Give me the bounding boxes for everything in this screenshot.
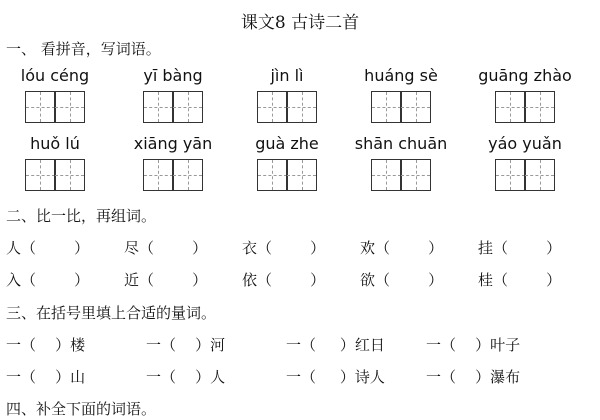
measure-word-item[interactable]: 一（ ）山 (6, 368, 86, 386)
writing-boxes[interactable] (346, 91, 456, 123)
writing-cell[interactable] (54, 159, 85, 191)
writing-cell[interactable] (286, 91, 317, 123)
compare-item[interactable]: 人（ ） (6, 239, 90, 257)
measure-word-item[interactable]: 一（ ）红日 (286, 336, 385, 354)
writing-cell[interactable] (400, 91, 431, 123)
compare-item[interactable]: 衣（ ） (242, 239, 326, 257)
writing-boxes[interactable] (0, 159, 110, 191)
pinyin-text: yáo yuǎn (488, 134, 562, 153)
pinyin-text: guāng zhào (478, 66, 572, 85)
pinyin-text: xiāng yān (133, 134, 213, 153)
writing-boxes[interactable] (232, 159, 342, 191)
measure-word-item[interactable]: 一（ ）诗人 (286, 368, 385, 386)
writing-cell[interactable] (54, 91, 85, 123)
compare-row-1 (6, 237, 596, 258)
writing-cell[interactable] (257, 159, 288, 191)
writing-cell[interactable] (143, 91, 174, 123)
writing-boxes[interactable] (118, 91, 228, 123)
writing-cell[interactable] (143, 159, 174, 191)
pinyin-item (0, 66, 110, 123)
writing-cell[interactable] (25, 91, 56, 123)
compare-item[interactable]: 依（ ） (242, 271, 326, 289)
pinyin-text: yī bàng (143, 66, 203, 85)
pinyin-text: huǒ lú (30, 134, 80, 153)
writing-boxes[interactable] (118, 159, 228, 191)
writing-cell[interactable] (371, 159, 402, 191)
compare-item[interactable]: 欢（ ） (360, 239, 444, 257)
writing-boxes[interactable] (346, 159, 456, 191)
compare-row-2 (6, 269, 596, 290)
compare-item[interactable]: 尽（ ） (124, 239, 208, 257)
measure-word-item[interactable]: 一（ ）瀑布 (426, 368, 521, 386)
writing-cell[interactable] (257, 91, 288, 123)
compare-item[interactable]: 近（ ） (124, 271, 208, 289)
section-heading-pinyin: 一、 看拼音，写词语。 (6, 40, 161, 58)
measure-word-item[interactable]: 一（ ）叶子 (426, 336, 521, 354)
writing-cell[interactable] (371, 91, 402, 123)
writing-cell[interactable] (25, 159, 56, 191)
pinyin-item (346, 134, 456, 191)
pinyin-item (232, 134, 342, 191)
measure-word-item[interactable]: 一（ ）人 (146, 368, 226, 386)
pinyin-item (470, 66, 580, 123)
writing-cell[interactable] (400, 159, 431, 191)
compare-item[interactable]: 入（ ） (6, 271, 90, 289)
pinyin-text: lóu céng (20, 66, 90, 85)
measure-word-item[interactable]: 一（ ）河 (146, 336, 226, 354)
page-title: 课文8 古诗二首 (240, 13, 360, 33)
writing-cell[interactable] (524, 91, 555, 123)
pinyin-text: huáng sè (364, 66, 438, 85)
measure-word-row-2 (6, 366, 566, 387)
writing-cell[interactable] (495, 91, 526, 123)
pinyin-text: shān chuān (354, 134, 448, 153)
writing-boxes[interactable] (470, 91, 580, 123)
writing-boxes[interactable] (232, 91, 342, 123)
measure-word-item[interactable]: 一（ ）楼 (6, 336, 86, 354)
pinyin-item (0, 134, 110, 191)
measure-word-row-1 (6, 334, 566, 355)
pinyin-item (118, 134, 228, 191)
compare-item[interactable]: 桂（ ） (478, 271, 562, 289)
pinyin-text: guà zhe (255, 134, 319, 153)
writing-boxes[interactable] (470, 159, 580, 191)
compare-item[interactable]: 欲（ ） (360, 271, 444, 289)
writing-cell[interactable] (524, 159, 555, 191)
section-heading-compare: 二、比一比，再组词。 (6, 207, 157, 225)
pinyin-item (346, 66, 456, 123)
compare-item[interactable]: 挂（ ） (478, 239, 562, 257)
section-heading-measure-words: 三、在括号里填上合适的量词。 (6, 304, 217, 322)
section-heading-complete-words: 四、补全下面的词语。 (6, 400, 157, 418)
writing-cell[interactable] (286, 159, 317, 191)
pinyin-text: jìn lì (270, 66, 304, 85)
writing-cell[interactable] (495, 159, 526, 191)
pinyin-item (118, 66, 228, 123)
writing-cell[interactable] (172, 159, 203, 191)
pinyin-item (232, 66, 342, 123)
writing-boxes[interactable] (0, 91, 110, 123)
writing-cell[interactable] (172, 91, 203, 123)
pinyin-item (470, 134, 580, 191)
